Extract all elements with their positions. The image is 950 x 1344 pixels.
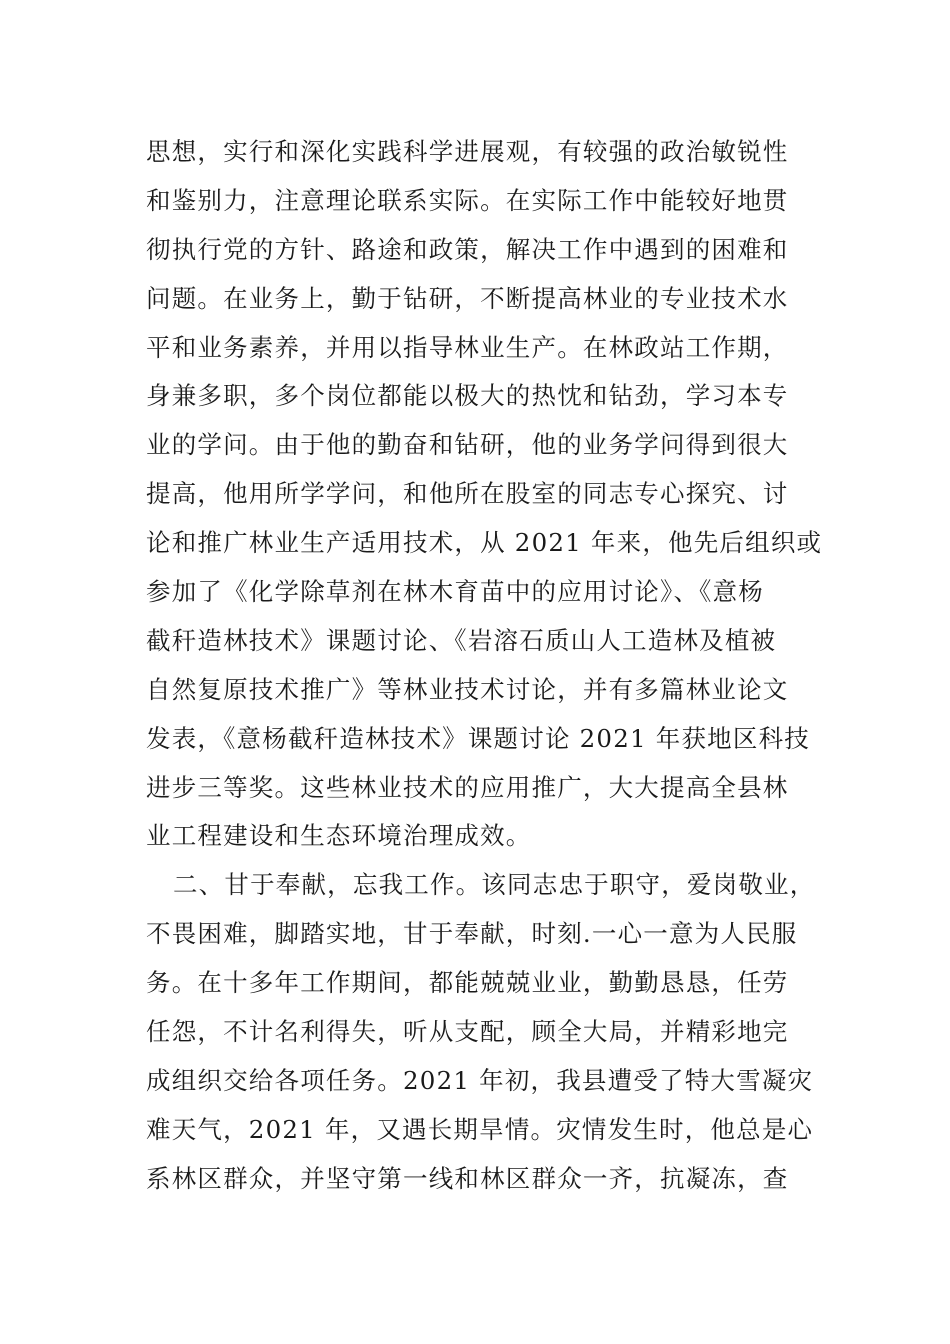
text-line: 不畏困难，脚踏实地，甘于奉献，时刻.一心一意为人民服 xyxy=(146,919,798,949)
text-line: 业的学问。由于他的勤奋和钻研，他的业务学问得到很大 xyxy=(146,430,789,460)
text-line: 发表，《意杨截秆造林技术》课题讨论 2021 年获地区科技 xyxy=(146,723,810,753)
text-line: 参加了《化学除草剂在林木育苗中的应用讨论》、《意杨 xyxy=(146,577,764,607)
text-line: 进步三等奖。这些林业技术的应用推广，大大提高全县林 xyxy=(146,772,789,802)
text-line: 彻执行党的方针、路途和政策，解决工作中遇到的困难和 xyxy=(146,234,789,264)
text-line: 思想，实行和深化实践科学进展观，有较强的政治敏锐性 xyxy=(146,137,789,166)
text-line: 系林区群众，并坚守第一线和林区群众一齐，抗凝冻，查 xyxy=(146,1163,789,1193)
text-line: 务。在十多年工作期间，都能兢兢业业，勤勤恳恳，任劳 xyxy=(146,968,789,998)
body-text xyxy=(146,128,826,1204)
text-line: 身兼多职，多个岗位都能以极大的热忱和钻劲，学习本专 xyxy=(146,381,789,411)
text-line: 论和推广林业生产适用技术，从 2021 年来，他先后组织或 xyxy=(146,528,823,558)
text-line: 自然复原技术推广》等林业技术讨论，并有多篇林业论文 xyxy=(146,674,789,704)
text-line: 问题。在业务上，勤于钻研，不断提高林业的专业技术水 xyxy=(146,283,789,313)
text-line: 难天气，2021 年，又遇长期旱情。灾情发生时，他总是心 xyxy=(146,1114,814,1144)
text-line: 提高，他用所学学问，和他所在股室的同志专心探究、讨 xyxy=(146,479,789,509)
text-line: 成组织交给各项任务。2021 年初，我县遭受了特大雪凝灾 xyxy=(146,1065,814,1095)
text-line: 和鉴别力，注意理论联系实际。在实际工作中能较好地贯 xyxy=(146,185,789,215)
text-line: 业工程建设和生态环境治理成效。 xyxy=(146,821,532,851)
text-line: 截秆造林技术》课题讨论、《岩溶石质山人工造林及植被 xyxy=(146,625,777,655)
text-line: 任怨，不计名利得失，听从支配，顾全大局，并精彩地完 xyxy=(146,1017,789,1047)
text-line: 平和业务素养，并用以指导林业生产。在林政站工作期， xyxy=(146,332,789,362)
text-line: 二、甘于奉献，忘我工作。该同志忠于职守，爱岗敬业， xyxy=(146,870,816,900)
